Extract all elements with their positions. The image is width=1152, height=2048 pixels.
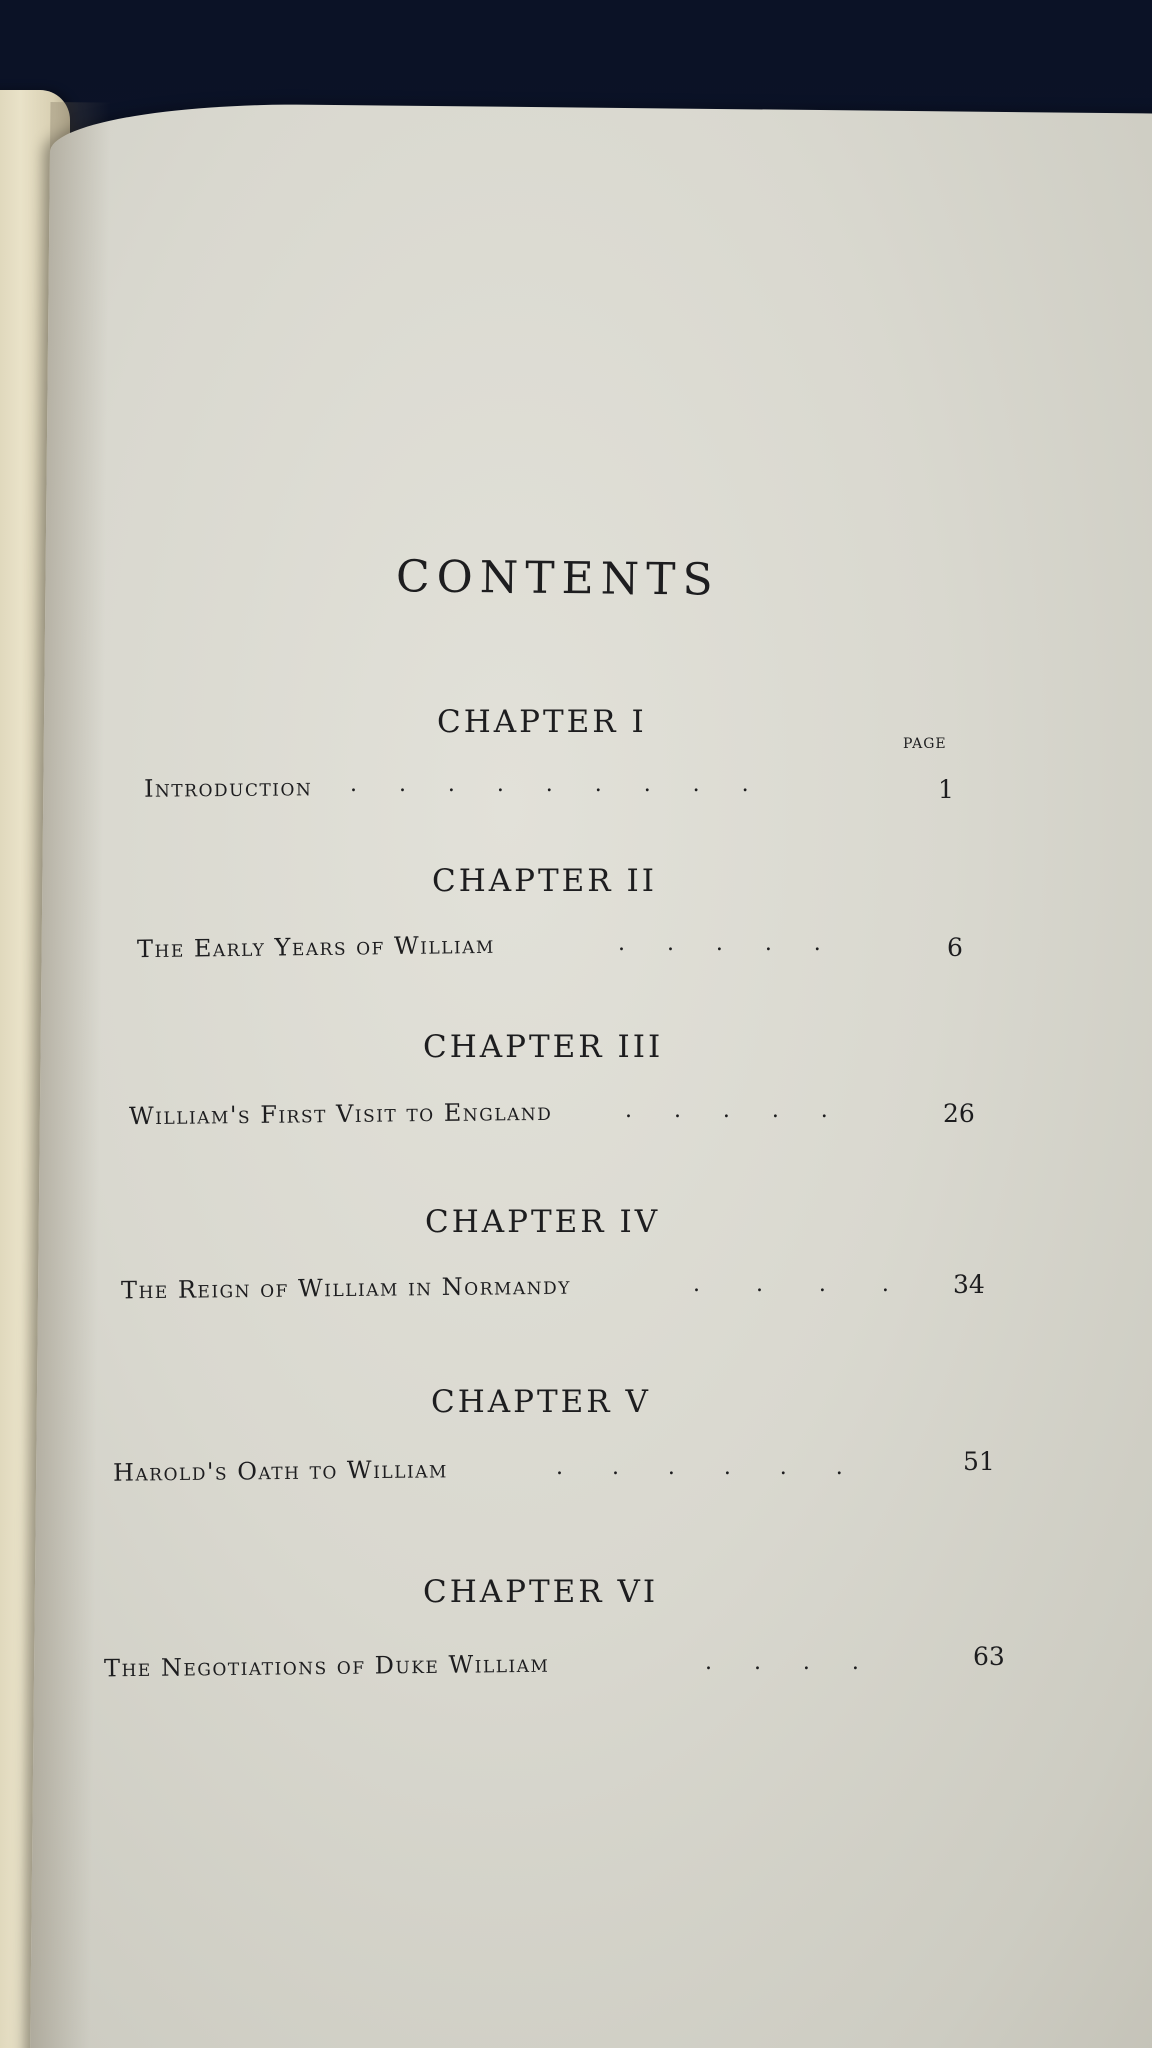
chapter-heading: CHAPTER I xyxy=(437,704,647,740)
leader-dots: . . . . xyxy=(693,1272,889,1297)
toc-entry-title: The Early Years of William xyxy=(136,930,496,964)
leader-dots: . . . . . . xyxy=(556,1455,843,1480)
chapter-heading: CHAPTER III xyxy=(423,1029,664,1065)
toc-entry-title: Harold's Oath to William xyxy=(112,1455,448,1487)
toc-page-number: 1 xyxy=(938,775,954,804)
chapter-heading: CHAPTER VI xyxy=(423,1574,659,1610)
toc-entry-title: The Negotiations of Duke William xyxy=(103,1649,550,1683)
toc-entry-title: The Reign of William in Normandy xyxy=(120,1271,572,1305)
toc-page-number: 26 xyxy=(943,1099,975,1128)
leader-dots: . . . . xyxy=(705,1650,859,1675)
toc-page-number: 6 xyxy=(947,933,963,962)
toc-page-number: 51 xyxy=(963,1447,995,1476)
chapter-heading: CHAPTER IV xyxy=(425,1204,661,1240)
leader-dots: . . . . . xyxy=(625,1098,828,1123)
chapter-heading: CHAPTER II xyxy=(432,863,657,899)
page-column-label: PAGE xyxy=(903,736,947,752)
toc-page-number: 34 xyxy=(953,1270,985,1299)
leader-dots: . . . . . . . . . xyxy=(350,772,749,797)
contents-heading: CONTENTS xyxy=(395,551,720,606)
toc-entry-title: William's First Visit to England xyxy=(128,1097,553,1131)
leader-dots: . . . . . xyxy=(618,931,821,956)
chapter-heading: CHAPTER V xyxy=(431,1384,651,1420)
toc-page-number: 63 xyxy=(973,1642,1005,1671)
toc-entry-title: Introduction xyxy=(143,773,313,803)
